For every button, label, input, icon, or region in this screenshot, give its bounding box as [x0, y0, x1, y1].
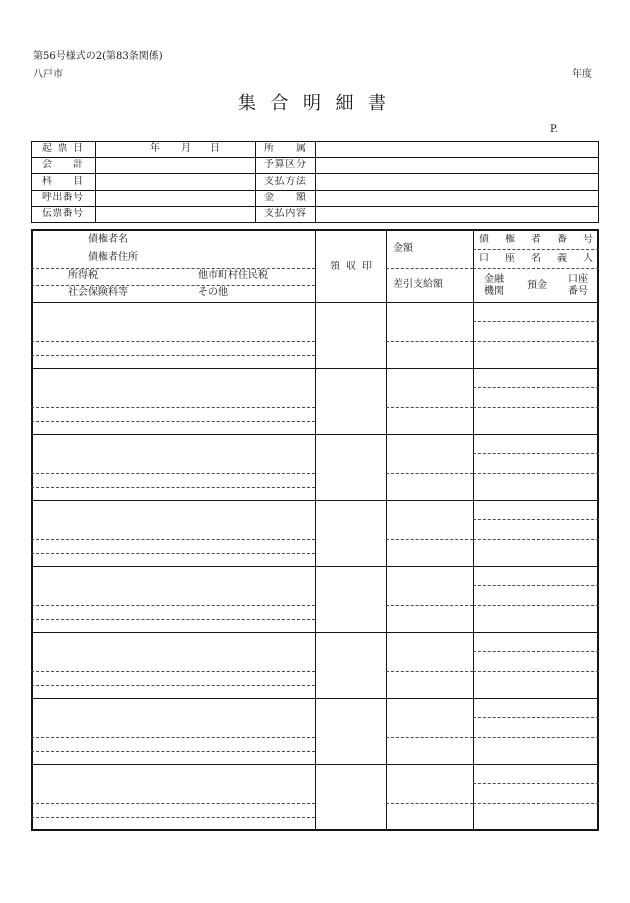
page-label: P.	[550, 124, 558, 135]
header-dashed-divider	[386, 268, 473, 269]
amount-cell-dashed-divider	[386, 803, 473, 804]
financial-institution-header-line2: 機関	[484, 286, 504, 297]
bank-account-cell-dashed-divider	[473, 453, 599, 454]
summary-column-divider	[255, 141, 256, 223]
bank-account-cell-dashed-divider	[473, 737, 599, 738]
creditor-cell-dashed-divider	[31, 803, 315, 804]
creditor-cell-dashed-divider	[31, 737, 315, 738]
amount-cell-dashed-divider	[386, 605, 473, 606]
creditor-name-header: 債権者名	[88, 234, 128, 245]
bank-account-cell-dashed-divider	[473, 671, 599, 672]
creditor-cell-dashed-divider	[31, 619, 315, 620]
amount-cell	[386, 764, 473, 830]
bank-account-cell	[473, 434, 599, 500]
creditor-cell	[31, 632, 315, 698]
net-payment-header: 差引支給額	[393, 279, 443, 290]
bank-account-cell-dashed-divider	[473, 717, 599, 718]
bank-account-cell	[473, 764, 599, 830]
bank-account-cell	[473, 368, 599, 434]
date-day-label: 日	[210, 143, 220, 154]
amount-cell	[386, 368, 473, 434]
account-number-header-line1: 口座	[568, 274, 588, 285]
summary-column-divider	[315, 141, 316, 223]
payment-content-label: 支払内容	[264, 208, 306, 219]
bank-account-cell	[473, 698, 599, 764]
creditor-number-header: 債 権 者 番 号	[479, 234, 593, 245]
detail-row	[31, 434, 599, 500]
bank-account-cell-dashed-divider	[473, 341, 599, 342]
bank-account-cell	[473, 566, 599, 632]
detail-row	[31, 764, 599, 830]
other-header: その他	[198, 287, 228, 298]
creditor-cell	[31, 764, 315, 830]
bank-account-cell	[473, 500, 599, 566]
other-municipal-tax-header: 他市町村住民税	[198, 270, 268, 281]
creditor-cell-dashed-divider	[31, 473, 315, 474]
amount-cell	[386, 566, 473, 632]
amount-cell-dashed-divider	[386, 671, 473, 672]
form-title: 集 合 明 細 書	[238, 93, 386, 114]
creditor-cell-dashed-divider	[31, 671, 315, 672]
department-label: 所 属	[264, 143, 306, 154]
header-dashed-divider	[473, 249, 599, 250]
creditor-cell-dashed-divider	[31, 407, 315, 408]
receipt-seal-cell	[315, 764, 386, 830]
creditor-cell-dashed-divider	[31, 421, 315, 422]
amount-cell-dashed-divider	[386, 341, 473, 342]
deposit-type-header: 預金	[527, 280, 547, 291]
call-number-label: 呼出番号	[42, 192, 83, 203]
issue-date-label: 起 票 日	[42, 143, 83, 154]
accounting-label: 会 計	[42, 159, 83, 170]
amount-cell-dashed-divider	[386, 539, 473, 540]
budget-category-label: 予算区分	[264, 159, 306, 170]
fiscal-year-label: 年度	[572, 69, 592, 80]
detail-row	[31, 698, 599, 764]
creditor-cell-dashed-divider	[31, 539, 315, 540]
creditor-cell-dashed-divider	[31, 685, 315, 686]
creditor-cell-dashed-divider	[31, 487, 315, 488]
form-number: 第56号様式の2(第83条関係)	[33, 51, 163, 62]
header-dashed-divider	[31, 268, 315, 269]
city-name: 八戸市	[33, 69, 63, 80]
bank-account-cell-dashed-divider	[473, 783, 599, 784]
creditor-cell	[31, 500, 315, 566]
creditor-cell-dashed-divider	[31, 341, 315, 342]
bank-account-cell-dashed-divider	[473, 321, 599, 322]
bank-account-cell-dashed-divider	[473, 539, 599, 540]
bank-account-cell	[473, 302, 599, 368]
amount-label: 金 額	[264, 192, 306, 203]
amount-header: 金額	[393, 243, 413, 254]
amount-cell	[386, 632, 473, 698]
creditor-cell	[31, 566, 315, 632]
detail-row	[31, 632, 599, 698]
detail-row	[31, 500, 599, 566]
date-year-label: 年	[150, 143, 160, 154]
creditor-address-header: 債権者住所	[88, 252, 138, 263]
bank-account-cell-dashed-divider	[473, 407, 599, 408]
receipt-seal-header: 領 収 印	[330, 261, 372, 272]
financial-institution-header-line1: 金融	[484, 274, 504, 285]
amount-cell-dashed-divider	[386, 737, 473, 738]
bank-account-cell-dashed-divider	[473, 585, 599, 586]
header-dashed-divider	[473, 268, 599, 269]
creditor-cell	[31, 434, 315, 500]
account-number-header-line2: 番号	[568, 286, 588, 297]
income-tax-header: 所得税	[68, 270, 98, 281]
creditor-cell-dashed-divider	[31, 605, 315, 606]
slip-number-label: 伝票番号	[42, 208, 83, 219]
amount-cell	[386, 434, 473, 500]
bank-account-cell-dashed-divider	[473, 387, 599, 388]
creditor-cell	[31, 698, 315, 764]
amount-cell-dashed-divider	[386, 407, 473, 408]
creditor-cell	[31, 368, 315, 434]
creditor-cell-dashed-divider	[31, 355, 315, 356]
bank-account-cell	[473, 632, 599, 698]
detail-row	[31, 302, 599, 368]
amount-cell	[386, 500, 473, 566]
summary-column-divider	[95, 141, 96, 223]
detail-row	[31, 368, 599, 434]
receipt-seal-cell	[315, 368, 386, 434]
receipt-seal-cell	[315, 434, 386, 500]
bank-account-cell-dashed-divider	[473, 605, 599, 606]
amount-cell-dashed-divider	[386, 473, 473, 474]
receipt-seal-cell	[315, 632, 386, 698]
creditor-cell-dashed-divider	[31, 751, 315, 752]
bank-account-cell-dashed-divider	[473, 473, 599, 474]
receipt-seal-cell	[315, 302, 386, 368]
receipt-seal-cell	[315, 500, 386, 566]
creditor-cell-dashed-divider	[31, 553, 315, 554]
receipt-seal-cell	[315, 566, 386, 632]
bank-account-cell-dashed-divider	[473, 803, 599, 804]
creditor-cell-dashed-divider	[31, 817, 315, 818]
social-insurance-header: 社会保険料等	[68, 287, 128, 298]
payment-method-label: 支払方法	[264, 176, 306, 187]
date-month-label: 月	[181, 143, 191, 154]
header-dashed-divider	[31, 285, 315, 286]
amount-cell	[386, 302, 473, 368]
account-holder-header: 口 座 名 義 人	[479, 253, 593, 264]
account-item-label: 科 目	[42, 176, 83, 187]
bank-account-cell-dashed-divider	[473, 519, 599, 520]
detail-row	[31, 566, 599, 632]
amount-cell	[386, 698, 473, 764]
receipt-seal-cell	[315, 698, 386, 764]
bank-account-cell-dashed-divider	[473, 651, 599, 652]
creditor-cell	[31, 302, 315, 368]
